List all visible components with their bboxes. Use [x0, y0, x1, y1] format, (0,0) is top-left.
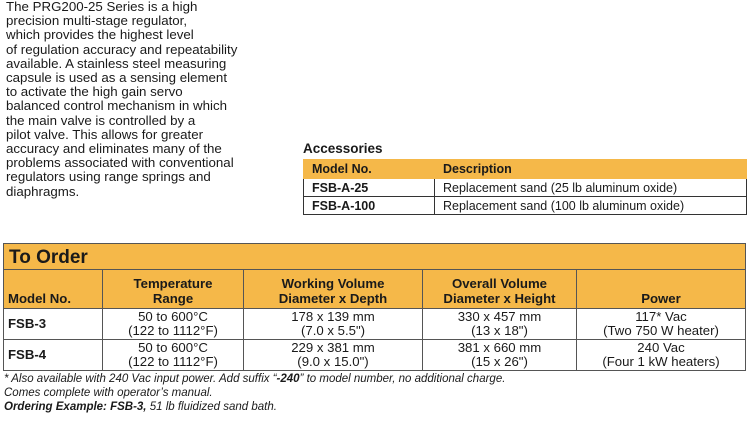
table-row	[4, 340, 745, 371]
overall-volume-cell: 381 x 660 mm (15 x 26")	[423, 340, 577, 371]
order-table	[4, 270, 745, 370]
temperature-cell: 50 to 600°C (122 to 1112°F)	[103, 340, 244, 371]
column-header-power: Power	[577, 270, 746, 309]
accessories-table	[303, 159, 747, 215]
description-cell: Replacement sand (25 lb aluminum oxide)	[435, 179, 747, 197]
footnote-voltage: * Also available with 240 Vac input power. Add suffix “-240” to model number, no additional charge.	[4, 373, 506, 385]
model-cell: FSB-4	[8, 347, 47, 362]
intro-line: to activate the high gain servo	[6, 84, 183, 100]
intro-line: precision multi-stage regulator,	[6, 13, 188, 29]
column-header-working-volume: Working Volume Diameter x Depth	[244, 270, 423, 309]
to-order-section	[3, 243, 746, 371]
model-cell: FSB-3	[4, 309, 103, 340]
intro-line: diaphragms.	[6, 183, 80, 199]
temperature-cell: 50 to 600°C (122 to 1112°F)	[103, 309, 244, 340]
table-row	[304, 197, 747, 215]
column-header-description: Description	[435, 160, 747, 179]
column-header-model: Model No.	[304, 160, 435, 179]
description-cell: Replacement sand (100 lb aluminum oxide)	[435, 197, 747, 215]
table-header-row	[4, 270, 745, 309]
intro-paragraph	[6, 0, 276, 199]
model-cell: FSB-A-25	[304, 179, 435, 197]
accessories-title: Accessories	[303, 141, 383, 156]
power-cell: 240 Vac (Four 1 kW heaters)	[577, 340, 746, 371]
intro-line: available. A stainless steel measuring	[6, 55, 227, 71]
power-cell: 117* Vac (Two 750 W heater)	[577, 309, 746, 340]
overall-volume-cell: 330 x 457 mm (13 x 18")	[423, 309, 577, 340]
working-volume-cell: 178 x 139 mm (7.0 x 5.5")	[244, 309, 423, 340]
intro-line: which provides the highest level	[6, 27, 194, 43]
intro-line: The PRG200-25 Series is a high	[6, 0, 198, 14]
column-header-model: Model No.	[4, 270, 103, 309]
intro-line: of regulation accuracy and repeatability	[6, 41, 238, 57]
intro-line: capsule is used as a sensing element	[6, 70, 228, 86]
model-cell: FSB-A-100	[304, 197, 435, 215]
column-header-overall-volume: Overall Volume Diameter x Height	[423, 270, 577, 309]
intro-line: balanced control mechanism in which	[6, 98, 227, 114]
intro-line: the main valve is controlled by a	[6, 112, 196, 128]
intro-line: accuracy and eliminates many of the	[6, 141, 222, 157]
intro-line: regulators using range springs and	[6, 169, 211, 185]
to-order-title: To Order	[4, 244, 745, 270]
intro-line: pilot valve. This allows for greater	[6, 126, 204, 142]
ordering-example: Ordering Example: FSB-3, 51 lb fluidized sand bath.	[4, 401, 277, 414]
table-header-row	[304, 160, 747, 179]
intro-line: problems associated with conventional	[6, 155, 234, 171]
footnotes	[4, 372, 505, 415]
table-row	[304, 179, 747, 197]
column-header-temperature: Temperature Range	[103, 270, 244, 309]
table-row	[4, 309, 745, 340]
footnote-manual: Comes complete with operator’s manual.	[4, 387, 213, 400]
working-volume-cell: 229 x 381 mm (9.0 x 15.0")	[244, 340, 423, 371]
